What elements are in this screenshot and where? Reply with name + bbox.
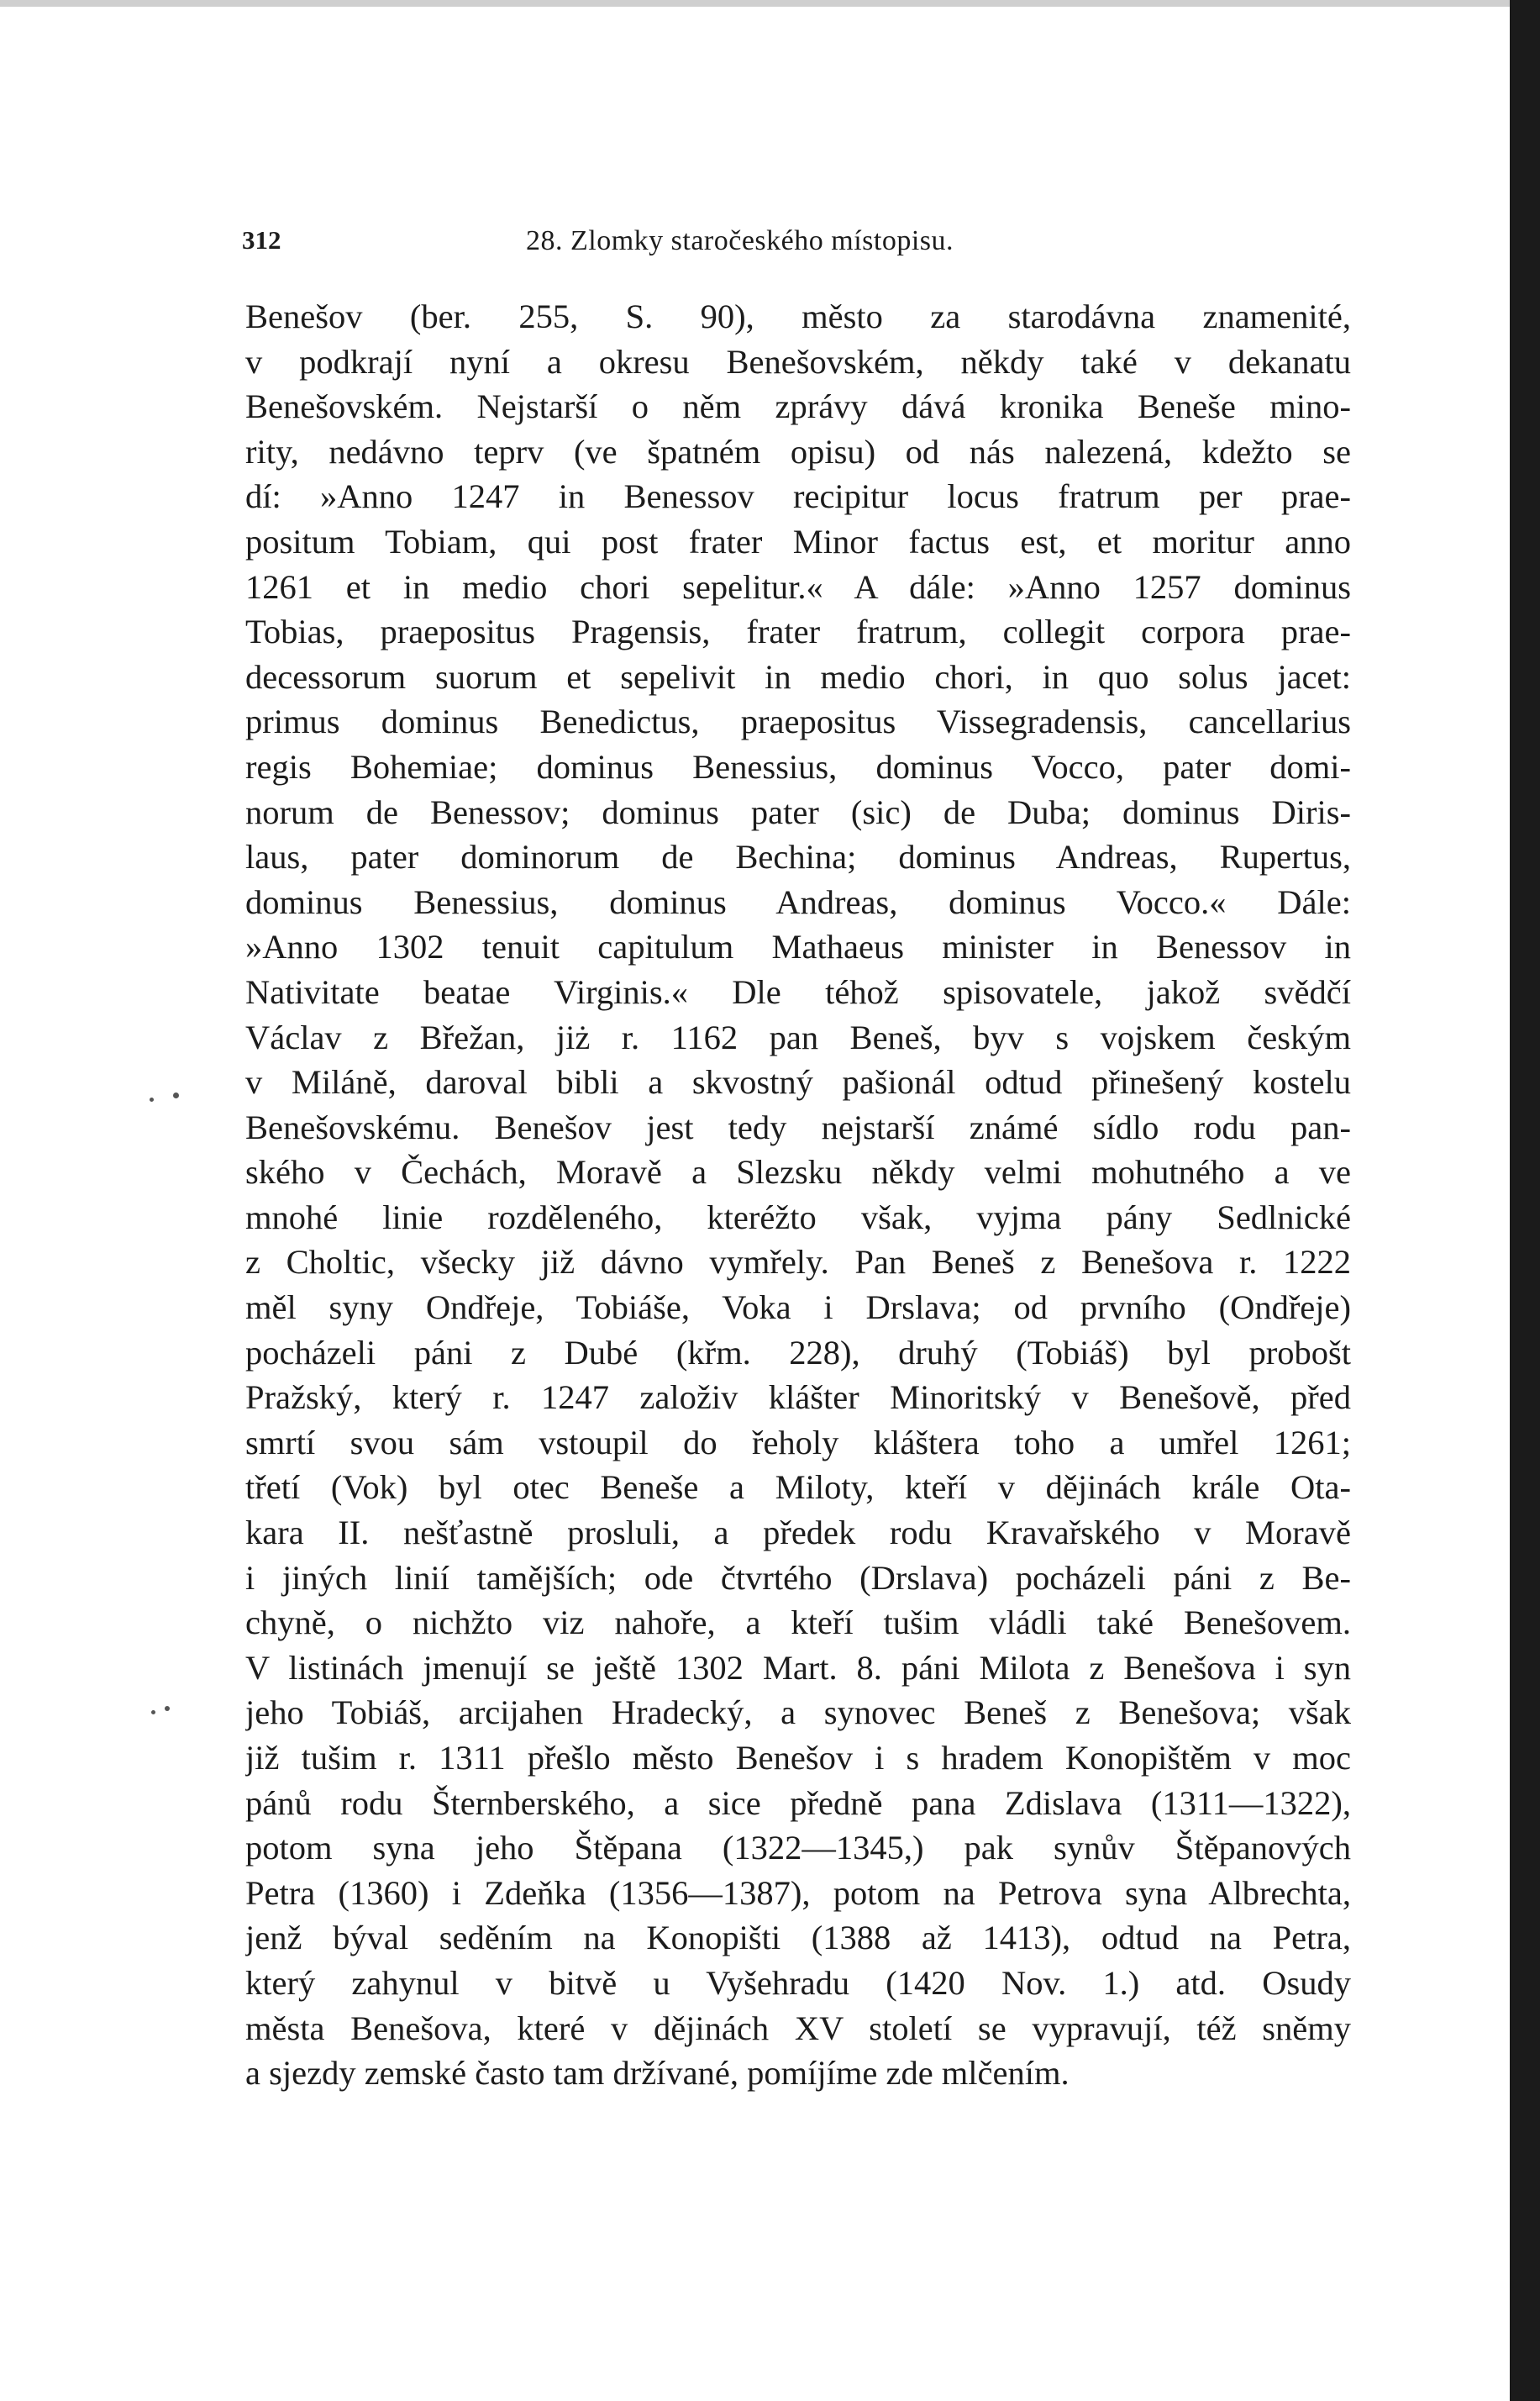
- text-line: již tušim r. 1311 přešlo město Benešov i s hradem Konopištěm v moc: [245, 1739, 1351, 1777]
- text-line: »Anno 1302 tenuit capitulum Mathaeus minister in Benessov in: [245, 928, 1351, 966]
- text-line: 1261 et in medio chori sepelitur.« A dále: »Anno 1257 dominus: [245, 567, 1351, 606]
- text-line: dí: »Anno 1247 in Benessov recipitur locus fratrum per prae-: [245, 477, 1351, 516]
- scan-speck: [173, 1093, 179, 1098]
- text-line: potom syna jeho Štěpana (1322—1345,) pak synův Štěpanových: [245, 1829, 1351, 1867]
- text-line: Benešovskému. Benešov jest tedy nejstarší známé sídlo rodu pan-: [245, 1108, 1351, 1146]
- text-line: smrtí svou sám vstoupil do řeholy kláštera toho a umřel 1261;: [245, 1423, 1351, 1461]
- text-line: třetí (Vok) byl otec Beneše a Miloty, kteří v dějinách krále Ota-: [245, 1468, 1351, 1507]
- scan-speck: [150, 1098, 154, 1102]
- scan-top-edge: [0, 0, 1540, 7]
- page-header: [242, 225, 1317, 259]
- text-line: Petra (1360) i Zdeňka (1356—1387), potom na Petrova syna Albrechta,: [245, 1873, 1351, 1912]
- page-number: 312: [242, 225, 281, 255]
- text-line: měl syny Ondřeje, Tobiáše, Voka i Drslava; od prvního (Ondřeje): [245, 1288, 1351, 1327]
- text-line: jenž býval seděním na Konopišti (1388 až 1413), odtud na Petra,: [245, 1919, 1351, 1957]
- text-line: norum de Benessov; dominus pater (sic) de Duba; dominus Diris-: [245, 792, 1351, 831]
- text-line: v podkrají nyní a okresu Benešovském, někdy také v dekanatu: [245, 342, 1351, 381]
- text-line: Václav z Břežan, jiż r. 1162 pan Beneš, byv s vojskem českým: [245, 1018, 1351, 1056]
- text-line: dominus Benessius, dominus Andreas, dominus Vocco.« Dále:: [245, 882, 1351, 921]
- text-line: v Miláně, daroval bibli a skvostný pašionál odtud přinešený kostelu: [245, 1063, 1351, 1102]
- scan-speck: [165, 1706, 170, 1711]
- text-line: decessorum suorum et sepelivit in medio chori, in quo solus jacet:: [245, 657, 1351, 696]
- text-line: i jiných linií tamějších; ode čtvrtého (Drslava) pocházeli páni z Be-: [245, 1558, 1351, 1597]
- text-line: jeho Tobiáš, arcijahen Hradecký, a synovec Beneš z Benešova; však: [245, 1693, 1351, 1732]
- text-line: kara II. nešťastně prosluli, a předek rodu Kravařského v Moravě: [245, 1514, 1351, 1552]
- text-line: mnohé linie rozděleného, kteréžto však, vyjma pány Sedlnické: [245, 1198, 1351, 1236]
- body-paragraph: [245, 294, 1351, 2101]
- running-head: 28. Zlomky staročeského místopisu.: [526, 225, 954, 256]
- text-line: Benešovském. Nejstarší o něm zprávy dává kronika Beneše mino-: [245, 387, 1351, 426]
- text-line: chyně, o nichžto viz nahoře, a kteří tušim vládli také Benešovem.: [245, 1603, 1351, 1642]
- text-line: pánů rodu Šternberského, a sice předně pana Zdislava (1311—1322),: [245, 1783, 1351, 1822]
- text-line: V listinách jmenují se ještě 1302 Mart. 8. páni Milota z Benešova i syn: [245, 1648, 1351, 1687]
- text-line: pocházeli páni z Dubé (křm. 228), druhý (Tobiáš) byl probošt: [245, 1333, 1351, 1372]
- text-line: positum Tobiam, qui post frater Minor factus est, et moritur anno: [245, 522, 1351, 561]
- text-line: z Choltic, všecky již dávno vymřely. Pan Beneš z Benešova r. 1222: [245, 1243, 1351, 1282]
- text-line: regis Bohemiae; dominus Benessius, dominus Vocco, pater domi-: [245, 747, 1351, 786]
- text-line: laus, pater dominorum de Bechina; dominus Andreas, Rupertus,: [245, 838, 1351, 877]
- text-line: Nativitate beatae Virginis.« Dle téhož spisovatele, jakož svědčí: [245, 972, 1351, 1011]
- text-line: Benešov (ber. 255, S. 90), město za starodávna znamenité,: [245, 297, 1351, 335]
- text-line: ského v Čechách, Moravě a Slezsku někdy velmi mohutného a ve: [245, 1153, 1351, 1192]
- text-line: Tobias, praepositus Pragensis, frater fratrum, collegit corpora prae-: [245, 613, 1351, 651]
- scan-speck: [151, 1710, 155, 1714]
- text-line-last: a sjezdy zemské často tam držívané, pomíjíme zde mlčením.: [245, 2054, 1070, 2093]
- text-line: Pražský, který r. 1247 založiv klášter Minoritský v Benešově, před: [245, 1378, 1351, 1417]
- text-line: primus dominus Benedictus, praepositus Vissegradensis, cancellarius: [245, 703, 1351, 741]
- text-line: který zahynul v bitvě u Vyšehradu (1420 Nov. 1.) atd. Osudy: [245, 1963, 1351, 2002]
- scan-right-edge: [1510, 0, 1540, 2401]
- text-line: města Benešova, které v dějinách XV století se vypravují, též sněmy: [245, 2009, 1351, 2047]
- text-line: rity, nedávno teprv (ve špatném opisu) od nás nalezená, kdežto se: [245, 432, 1351, 471]
